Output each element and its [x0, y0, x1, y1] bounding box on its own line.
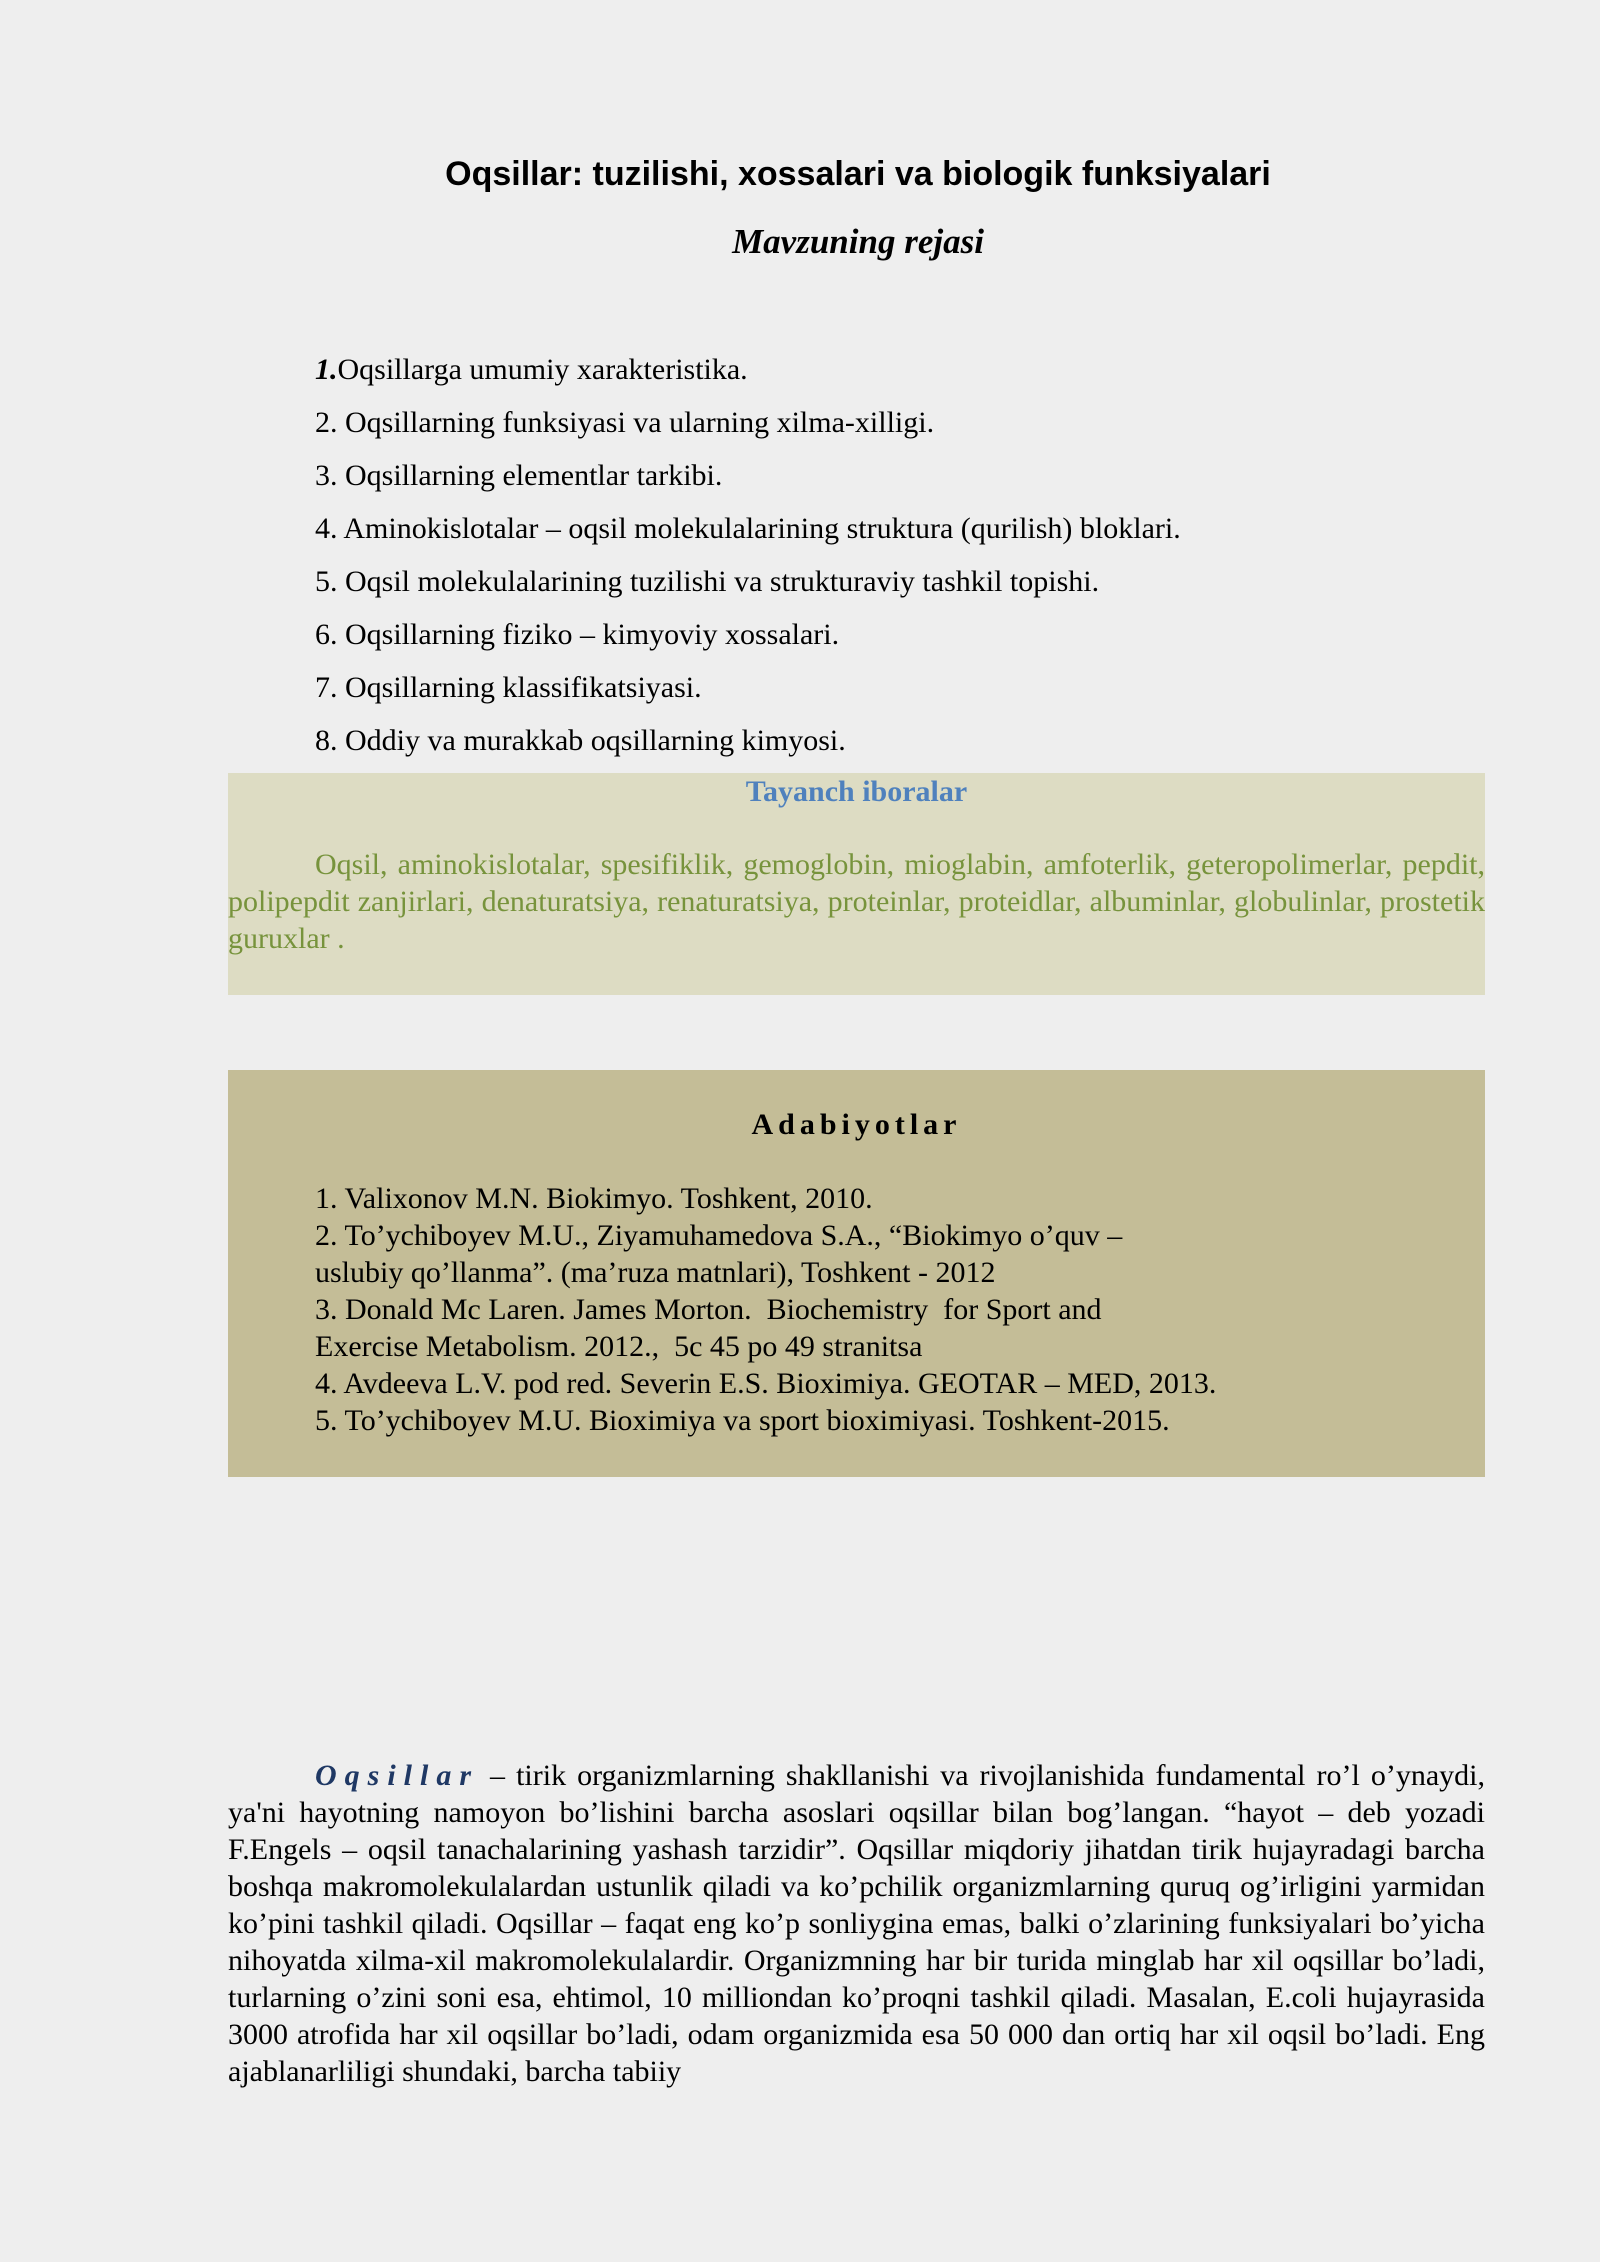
plan-item-number: 3.	[315, 459, 345, 492]
reference-line: 2. To’ychiboyev M.U., Ziyamuhamedova S.A., “Biokimyo o’quv –	[315, 1219, 1123, 1252]
plan-item-text: Oqsillarning funksiyasi va ularning xilma-xilligi.	[345, 406, 935, 439]
references-list	[315, 1180, 1216, 1439]
plan-item	[315, 661, 1181, 714]
body-paragraph	[228, 1757, 1485, 2090]
plan-item-number: 6.	[315, 618, 345, 651]
plan-item	[315, 608, 1181, 661]
plan-item-number: 8.	[315, 724, 345, 757]
reference-line: uslubiy qo’llanma”. (ma’ruza matnlari), Toshkent - 2012	[315, 1256, 996, 1289]
keywords-heading: Tayanch iboralar	[745, 775, 968, 808]
plan-item-number: 1.	[315, 353, 338, 386]
plan-item-text: Oqsillarga umumiy xarakteristika.	[337, 353, 748, 386]
plan-item-text: Oqsil molekulalarining tuzilishi va strukturaviy tashkil topishi.	[345, 565, 1100, 598]
lead-word: Oqsillar	[315, 1759, 480, 1792]
reference-line: 3. Donald Mc Laren. James Morton. Biochemistry for Sport and	[315, 1293, 1102, 1326]
plan-item-number: 5.	[315, 565, 345, 598]
references-heading: Adabiyotlar	[751, 1108, 962, 1141]
plan-item-text: Oqsillarning klassifikatsiyasi.	[345, 671, 702, 704]
plan-item	[315, 555, 1181, 608]
reference-line: 4. Avdeeva L.V. pod red. Severin E.S. Bioximiya. GEOTAR – MED, 2013.	[315, 1367, 1217, 1400]
plan-item-number: 4.	[315, 512, 344, 545]
plan-subtitle: Mavzuning rejasi	[732, 222, 984, 261]
reference-line: Exercise Metabolism. 2012., 5c 45 po 49 stranitsa	[315, 1330, 923, 1363]
reference-line: 5. To’ychiboyev M.U. Bioximiya va sport bioximiyasi. Toshkent-2015.	[315, 1404, 1170, 1437]
keywords-box	[228, 773, 1485, 995]
references-box	[228, 1070, 1485, 1477]
plan-item	[315, 396, 1181, 449]
plan-item-text: Oqsillarning fiziko – kimyoviy xossalari.	[345, 618, 840, 651]
plan-list	[315, 343, 1181, 767]
body-text: – tirik organizmlarning shakllanishi va rivojlanishida fundamental ro’l o’ynaydi, ya'ni hayotning namoyon bo’lishini barcha asoslari oqsillar bilan bog’langan. “hayot – deb yozadi F.Engels – oqsil tanachalarining yashash tarzidir”. Oqsillar miqdoriy jihatdan tirik hujayradagi barcha boshqa makromolekulalardan ustunlik qiladi va ko’pchilik organizmlarning quruq og’irligini yarmidan ko’pini tashkil qiladi. Oqsillar – faqat eng ko’p sonliygina emas, balki o’zlarining funksiyalari bo’yicha nihoyatda xilma-xil makromolekulalardir. Organizmning har bir turida minglab har xil oqsillar bo’ladi, turlarning o’zini soni esa, ehtimol, 10 milliondan ko’proqni tashkil qiladi. Masalan, E.coli hujayrasida 3000 atrofida har xil oqsillar bo’ladi, odam organizmida esa 50 000 dan ortiq har xil oqsil bo’ladi. Eng ajablanarliligi shundaki, barcha tabiiy	[228, 1759, 1485, 2088]
plan-item-text: Oqsillarning elementlar tarkibi.	[345, 459, 723, 492]
keywords-text: Oqsil, aminokislotalar, spesifiklik, gemoglobin, mioglabin, amfoterlik, geteropolimerlar, pepdit, polipepdit zanjirlari, denaturatsiya, renaturatsiya, proteinlar, proteidlar, albuminlar, globulinlar, prostetik guruxlar .	[228, 848, 1485, 955]
plan-item	[315, 502, 1181, 555]
reference-line: 1. Valixonov M.N. Biokimyo. Toshkent, 2010.	[315, 1182, 873, 1215]
plan-item	[315, 343, 1181, 396]
document-title: Oqsillar: tuzilishi, xossalari va biologik funksiyalari	[445, 155, 1271, 193]
plan-item-number: 7.	[315, 671, 345, 704]
plan-item	[315, 449, 1181, 502]
plan-item	[315, 714, 1181, 767]
plan-item-text: Aminokislotalar – oqsil molekulalarining struktura (qurilish) bloklari.	[343, 512, 1181, 545]
plan-item-text: Oddiy va murakkab oqsillarning kimyosi.	[345, 724, 846, 757]
plan-item-number: 2.	[315, 406, 345, 439]
